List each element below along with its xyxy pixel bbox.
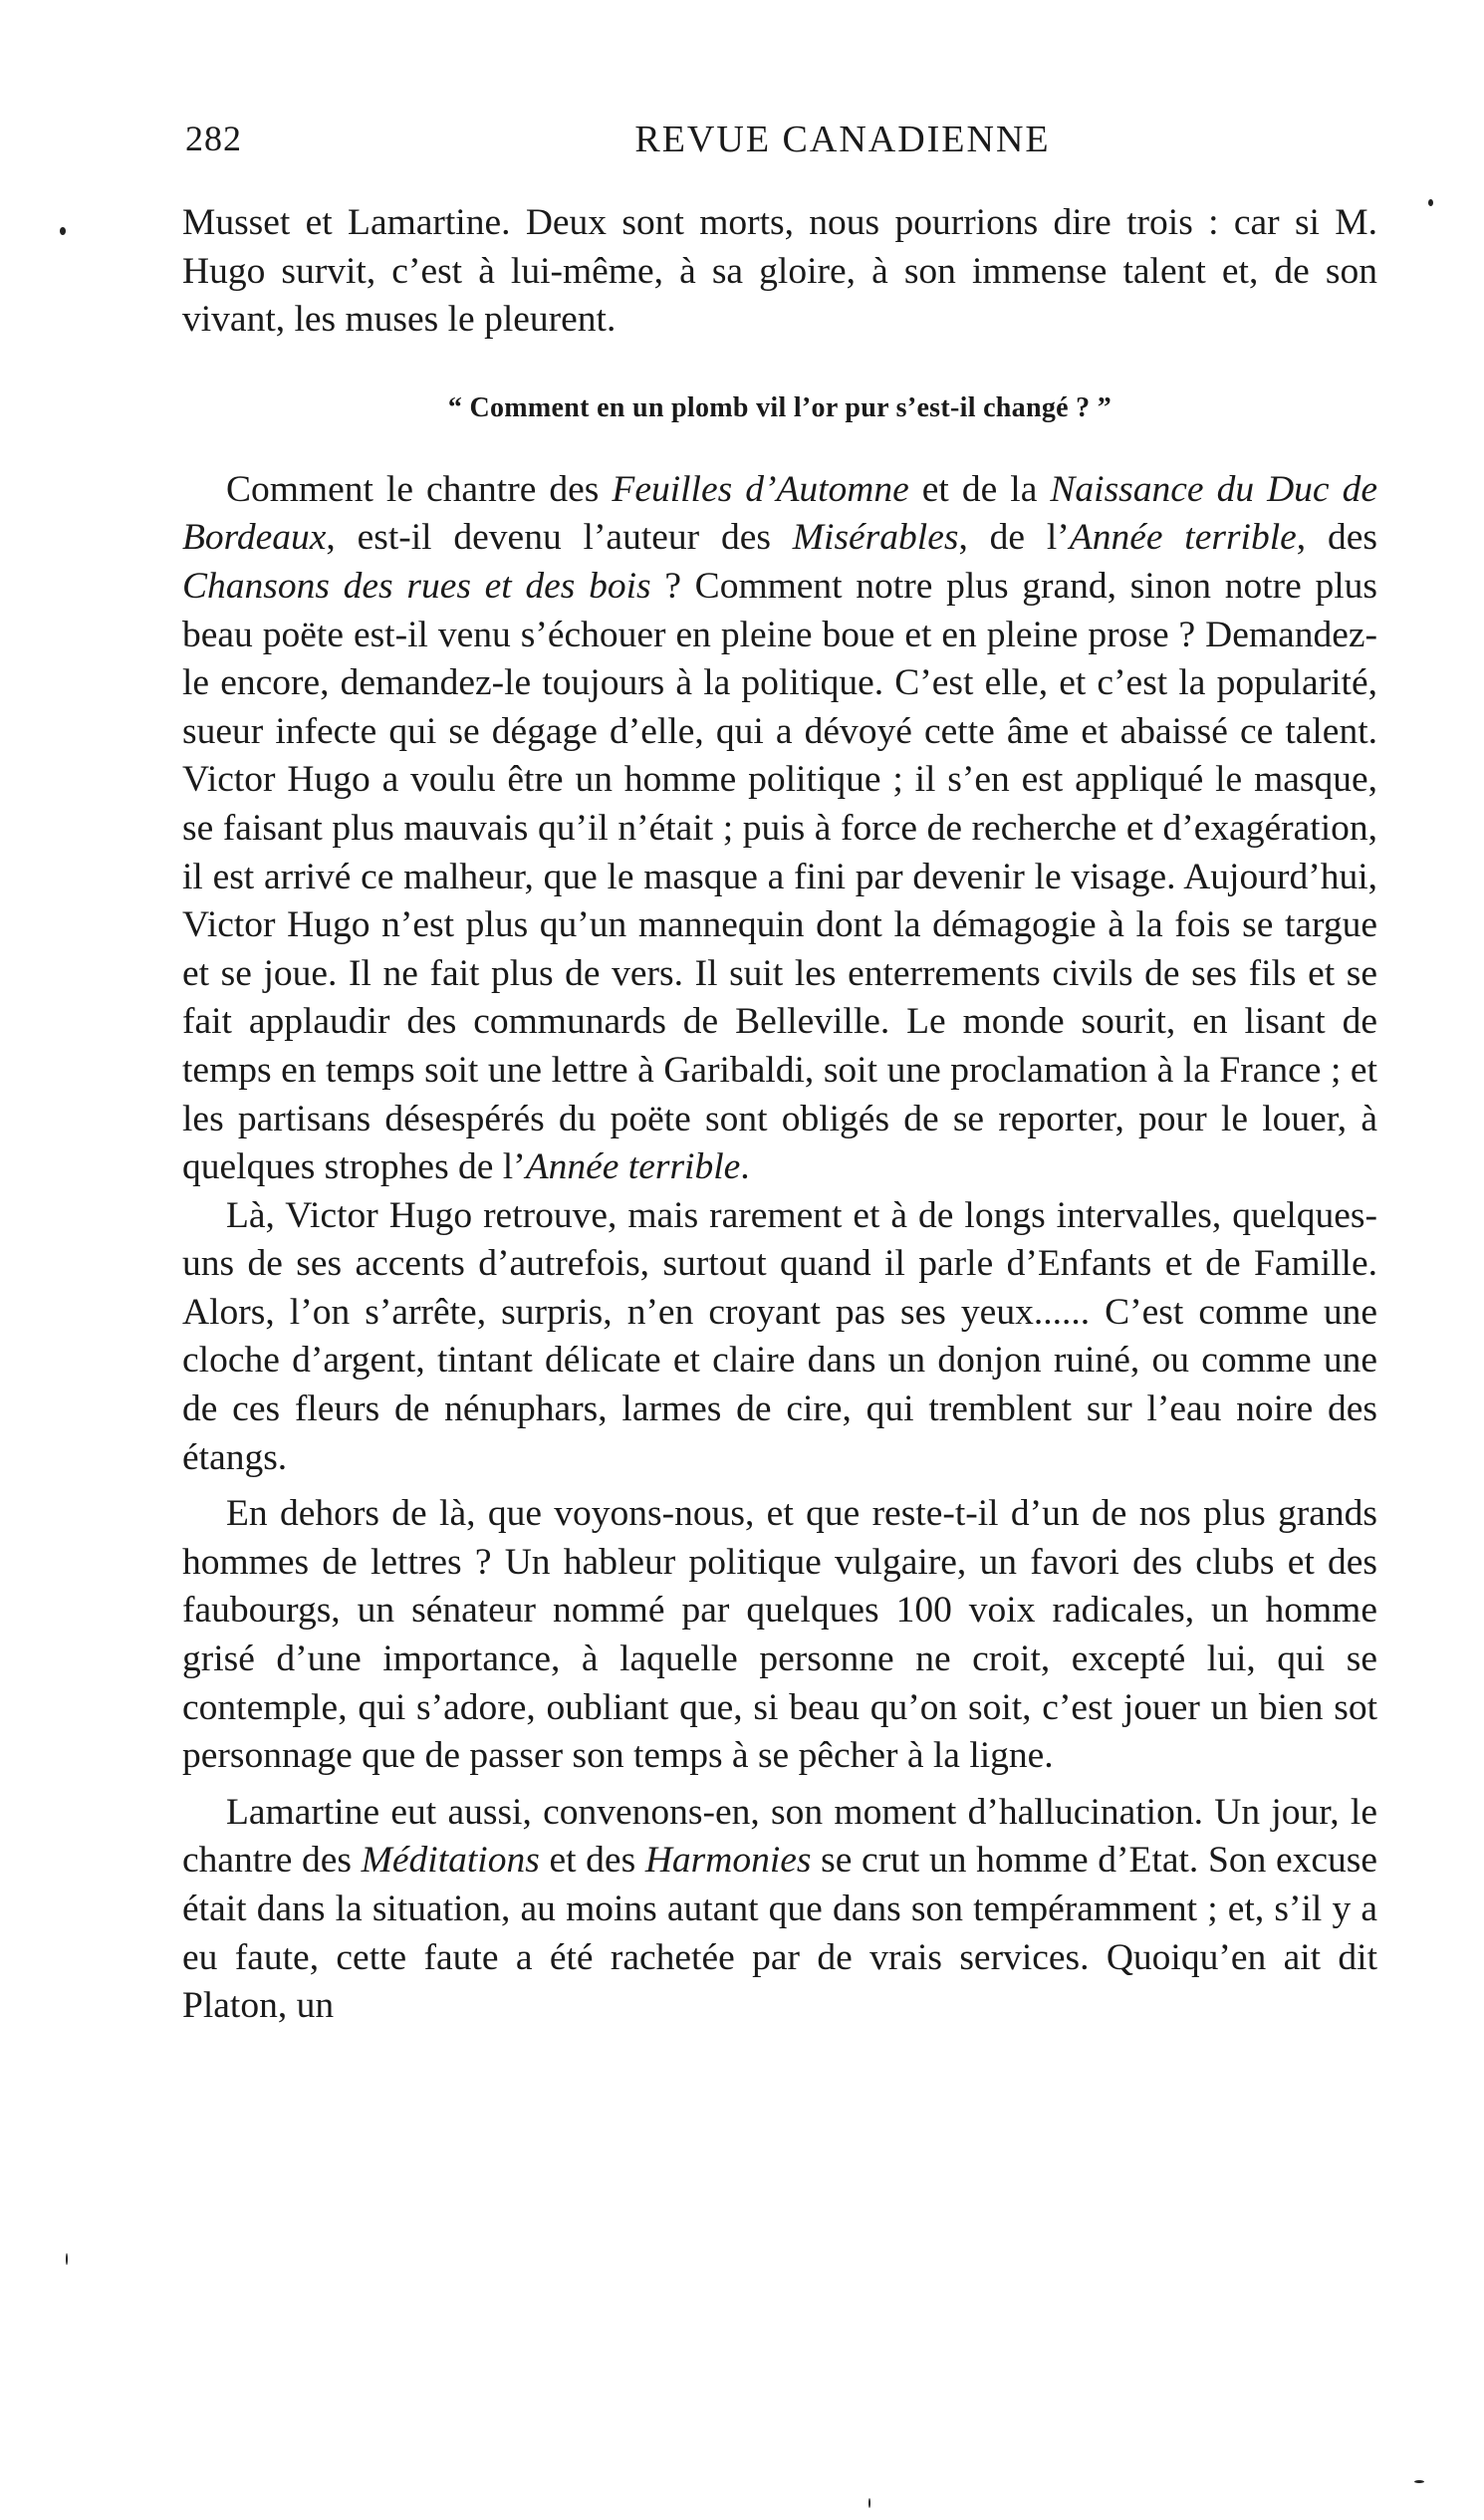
scan-speck <box>1414 2480 1424 2483</box>
page-header <box>185 118 1380 177</box>
paragraph-en-dehors: En dehors de là, que voyons-nous, et que reste-t-il d’un de nos plus grands hommes de lettres ? Un hableur politique vulgaire, un favori des clubs et des faubourgs, un sénateur nommé par quelques 100 voix radicales, un homme grisé d’une importance, à laquelle personne ne croit, excepté lui, qui se contemple, qui s’adore, oubliant que, si beau qu’on soit, c’est jouer un bien sot personnage que de passer son temps à se pêcher à la ligne. <box>182 1493 1377 1777</box>
page-number: 282 <box>185 119 242 158</box>
scan-speck <box>60 227 66 235</box>
scan-speck <box>868 2498 870 2508</box>
scan-speck <box>66 2253 68 2265</box>
paragraph-hugo: Comment le chantre des Feuilles d’Automne et de la Naissance du Duc de Bordeaux, est-il devenu l’auteur des Misérables, de l’Année terrible, des Chansons des rues et des bois ? Comment notre plus grand, sinon notre plus beau poëte est-il venu s’échouer en pleine boue et en pleine prose ? Demandez-le encore, demandez-le toujours à la politique. C’est elle, et c’est la popularité, sueur infecte qui se dégage d’elle, qui a dévoyé cette âme et abaissé ce talent. Victor Hugo a voulu être un homme politique ; il s’en est appliqué le masque, se faisant plus mauvais qu’il n’était ; puis à force de recherche et d’exagération, il est arrivé ce malheur, que le masque a fini par devenir le visage. Aujourd’hui, Victor Hugo n’est plus qu’un mannequin dont la démagogie à la fois se targue et se joue. Il ne fait plus de vers. Il suit les enterrements civils de ses fils et se fait applaudir des communards de Belleville. Le monde sourit, en lisant de temps en temps soit une lettre à Garibaldi, soit une proclamation à la France ; et les partisans désespérés du poëte sont obligés de se reporter, pour le louer, à quelques strophes de l’Année terrible. <box>182 468 1377 1188</box>
scan-speck <box>1428 199 1433 206</box>
paragraph-la: Là, Victor Hugo retrouve, mais rarement et à de longs intervalles, quelques-uns de ses accents d’autrefois, surtout quand il parle d’Enfants et de Famille. Alors, l’on s’arrête, surpris, n’en croyant pas ses yeux...... C’est comme une cloche d’argent, tintant délicate et claire dans un donjon ruiné, ou comme une de ces fleurs de nénuphars, larmes de cire, qui tremblent sur l’eau noire des étangs. <box>182 1194 1377 1478</box>
paragraph-lamartine: Lamartine eut aussi, convenons-en, son moment d’hallucination. Un jour, le chantre des Méditations et des Harmonies se crut un homme d’Etat. Son excuse était dans la situation, au moins autant que dans son tempéramment ; et, s’il y a eu faute, cette faute a été rachetée par de vrais services. Quoiqu’en ait dit Platon, un <box>182 1791 1377 2027</box>
running-head: REVUE CANADIENNE <box>634 119 1051 160</box>
article-body <box>182 199 1377 2031</box>
epigraph-quote: “ Comment en un plomb vil l’or pur s’est-il changé ? ” <box>447 391 1113 423</box>
paragraph-continued: Musset et Lamartine. Deux sont morts, nous pourrions dire trois : car si M. Hugo survit, c’est à lui-même, à sa gloire, à son immense talent et, de son vivant, les muses le pleurent. <box>182 202 1377 341</box>
